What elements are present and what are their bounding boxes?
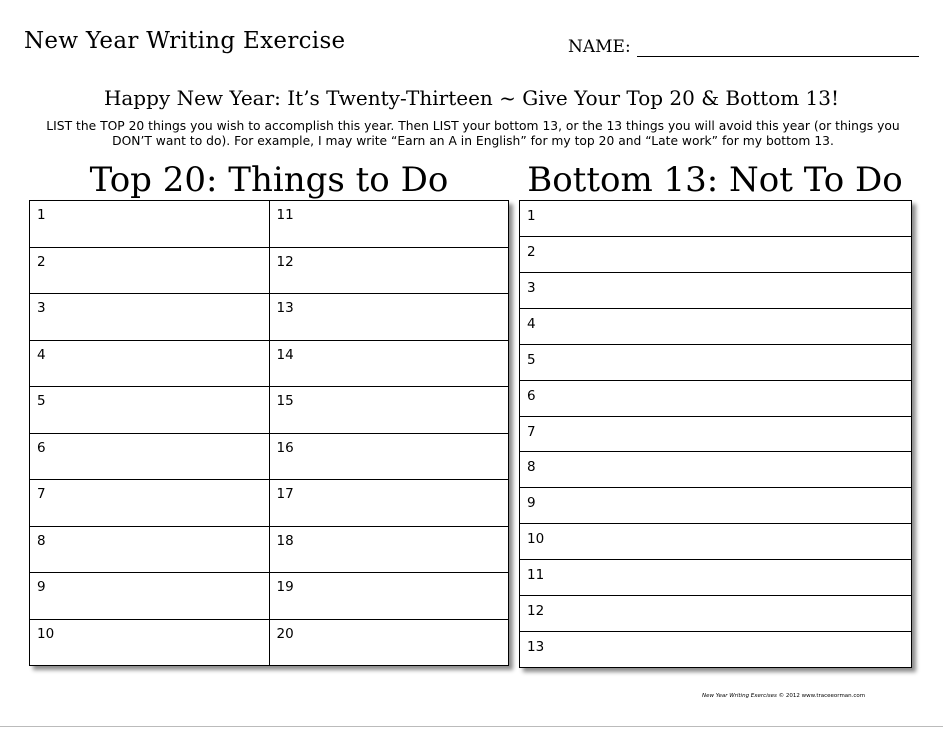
top-20-table bbox=[29, 200, 509, 666]
bottom-13-row[interactable] bbox=[520, 272, 911, 308]
top-20-right-column bbox=[269, 201, 509, 665]
item-number: 5 bbox=[37, 393, 46, 409]
top-20-cell[interactable] bbox=[270, 247, 509, 294]
top-20-cell[interactable] bbox=[30, 293, 269, 340]
item-number: 18 bbox=[276, 532, 294, 549]
name-label: NAME: bbox=[568, 37, 631, 57]
top-20-cell[interactable] bbox=[270, 201, 509, 247]
bottom-13-row[interactable] bbox=[520, 236, 911, 272]
bottom-13-row[interactable] bbox=[520, 631, 911, 667]
item-number: 12 bbox=[527, 603, 545, 620]
top-20-cell[interactable] bbox=[30, 433, 269, 480]
instructions: LIST the TOP 20 things you wish to accomplish this year. Then LIST your bottom 13, or the 13 things you will avoid this year (or things you DON’T want to do). For example, I may write “Earn an A in English” for my top 20 and “Late work” for my bottom 13. bbox=[46, 119, 900, 148]
item-number: 17 bbox=[276, 486, 294, 502]
subtitle: Happy New Year: It’s Twenty-Thirteen ~ Give Your Top 20 & Bottom 13! bbox=[103, 86, 840, 110]
footer-work-title: New Year Writing Exercises bbox=[702, 693, 777, 699]
item-number: 6 bbox=[527, 387, 536, 404]
top-20-cell[interactable] bbox=[30, 526, 269, 573]
top-20-cell[interactable] bbox=[30, 386, 269, 433]
top-20-cell[interactable] bbox=[270, 386, 509, 433]
bottom-13-row[interactable] bbox=[520, 344, 911, 380]
item-number: 4 bbox=[37, 346, 46, 363]
top-20-cell[interactable] bbox=[270, 572, 509, 619]
bottom-divider bbox=[0, 726, 943, 727]
item-number: 10 bbox=[527, 531, 545, 548]
bottom-13-row[interactable] bbox=[520, 595, 911, 631]
item-number: 3 bbox=[37, 300, 46, 316]
top-20-cell[interactable] bbox=[30, 201, 269, 247]
top-20-cell[interactable] bbox=[270, 433, 509, 480]
bottom-13-row[interactable] bbox=[520, 523, 911, 559]
top-20-cell[interactable] bbox=[270, 293, 509, 340]
bottom-13-row[interactable] bbox=[520, 487, 911, 523]
item-number: 2 bbox=[527, 243, 536, 260]
item-number: 4 bbox=[527, 315, 536, 332]
bottom-13-row[interactable] bbox=[520, 380, 911, 416]
item-number: 2 bbox=[37, 253, 46, 270]
item-number: 14 bbox=[276, 346, 294, 363]
bottom-13-row[interactable] bbox=[520, 559, 911, 595]
bottom-13-table bbox=[519, 200, 912, 668]
item-number: 16 bbox=[276, 439, 294, 456]
bottom-13-heading: Bottom 13: Not To Do bbox=[527, 160, 903, 200]
footer-credit bbox=[702, 693, 865, 699]
item-number: 11 bbox=[527, 567, 545, 584]
item-number: 1 bbox=[527, 208, 536, 224]
top-20-cell[interactable] bbox=[270, 526, 509, 573]
item-number: 11 bbox=[276, 207, 294, 223]
item-number: 6 bbox=[37, 439, 46, 456]
bottom-13-row[interactable] bbox=[520, 201, 911, 236]
item-number: 15 bbox=[276, 393, 294, 409]
top-20-left-column bbox=[30, 201, 269, 665]
bottom-13-row[interactable] bbox=[520, 451, 911, 487]
item-number: 5 bbox=[527, 351, 536, 368]
top-20-cell[interactable] bbox=[30, 572, 269, 619]
name-blank-line[interactable] bbox=[637, 34, 919, 57]
item-number: 10 bbox=[37, 625, 55, 642]
bottom-13-row[interactable] bbox=[520, 308, 911, 344]
bottom-13-row[interactable] bbox=[520, 416, 911, 452]
item-number: 8 bbox=[527, 459, 536, 476]
top-20-cell[interactable] bbox=[30, 340, 269, 387]
top-20-heading: Top 20: Things to Do bbox=[89, 160, 449, 200]
item-number: 9 bbox=[37, 579, 46, 595]
item-number: 8 bbox=[37, 532, 46, 549]
top-20-cell[interactable] bbox=[270, 619, 509, 666]
item-number: 3 bbox=[527, 279, 536, 296]
item-number: 13 bbox=[276, 300, 294, 316]
item-number: 7 bbox=[37, 486, 46, 502]
top-20-cell[interactable] bbox=[30, 247, 269, 294]
footer-copyright: © 2012 www.traceeorman.com bbox=[778, 693, 866, 699]
top-20-cell[interactable] bbox=[270, 479, 509, 526]
name-field bbox=[568, 34, 919, 57]
item-number: 7 bbox=[527, 423, 536, 440]
item-number: 12 bbox=[276, 253, 294, 270]
item-number: 20 bbox=[276, 625, 294, 642]
top-20-cell[interactable] bbox=[270, 340, 509, 387]
top-20-cell[interactable] bbox=[30, 619, 269, 666]
item-number: 19 bbox=[276, 579, 294, 595]
top-20-cell[interactable] bbox=[30, 479, 269, 526]
item-number: 13 bbox=[527, 639, 545, 656]
item-number: 9 bbox=[527, 495, 536, 512]
item-number: 1 bbox=[37, 207, 46, 223]
page-title: New Year Writing Exercise bbox=[24, 28, 346, 54]
